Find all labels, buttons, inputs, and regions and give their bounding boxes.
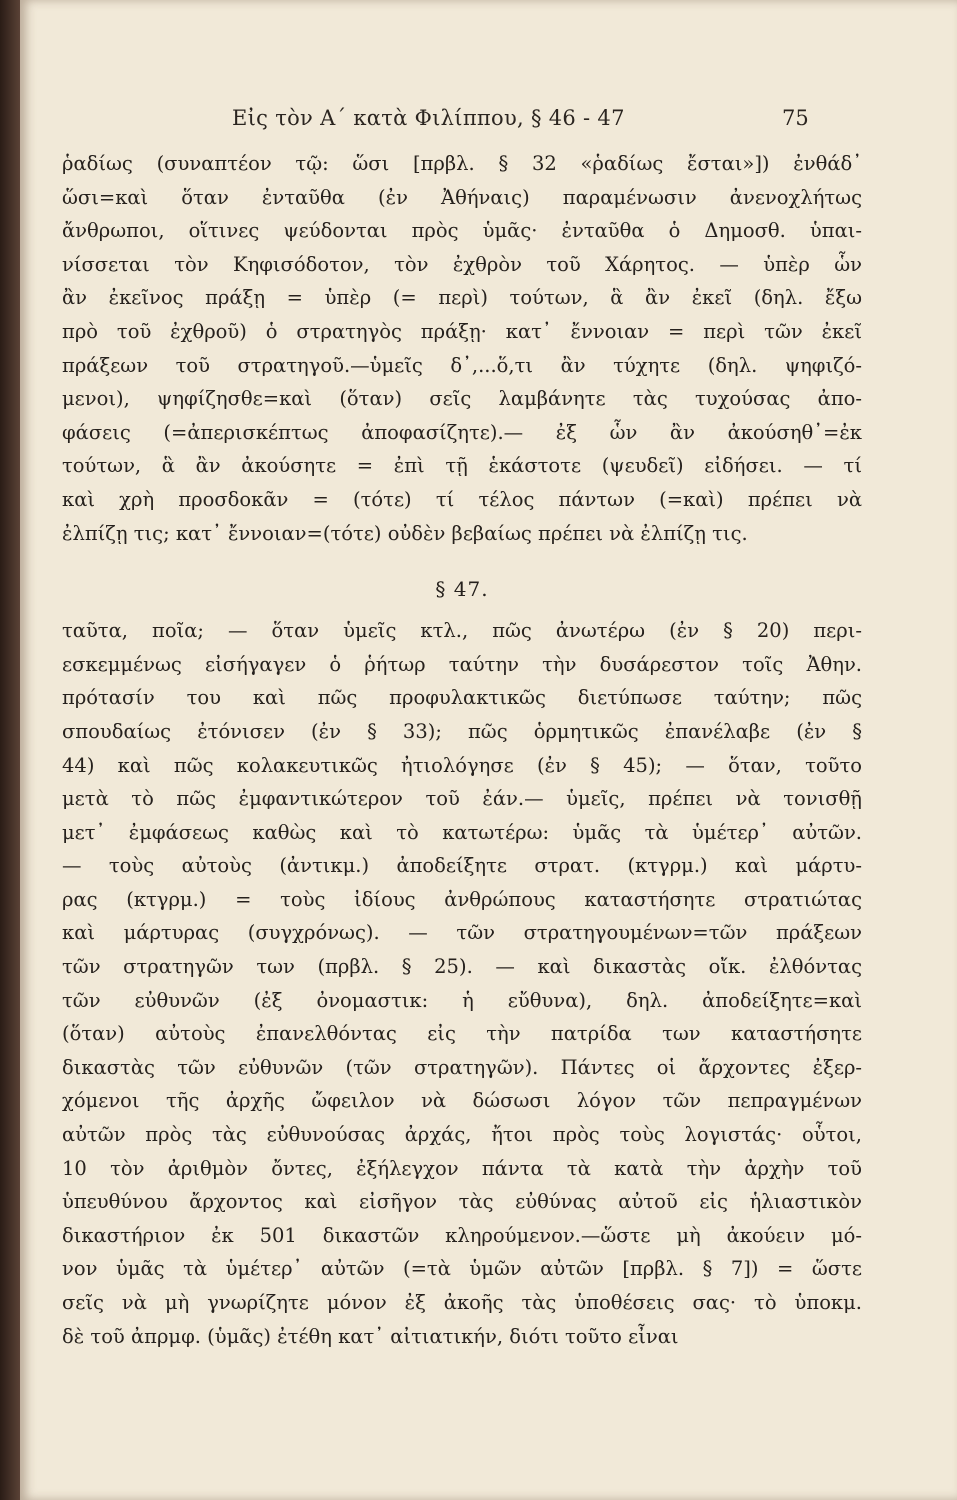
text-line: εσκεμμένως εἰσήγαγεν ὁ ῥήτωρ ταύτην τὴν δυσάρεστον τοῖς Ἀθην. [62,652,862,676]
text-line: καὶ χρὴ προσδοκᾶν = (τότε) τί τέλος πάντων (=καὶ) πρέπει νὰ [62,487,862,511]
binding-edge [0,0,20,1500]
body-text [62,147,862,1353]
text-line: — τοὺς αὐτοὺς (ἀντικμ.) ἀποδείξητε στρατ. (κτγρμ.) καὶ μάρτυ- [62,854,862,878]
paragraph-section-46 [62,147,862,550]
text-line: ῥαδίως (συναπτέον τῷ: ὥσι [πρβλ. § 32 «ῥαδίως ἔσται»]) ἐνθάδ᾽ [62,152,862,175]
text-line: δικαστήριον ἐκ 501 δικαστῶν κληρούμενον.—ὥστε μὴ ἀκούειν μό- [62,1223,862,1247]
text-line: χόμενοι τῆς ἀρχῆς ὤφειλον νὰ δώσωσι λόγον τῶν πεπραγμένων [62,1089,862,1113]
text-line: νίσσεται τὸν Κηφισόδοτον, τὸν ἐχθρὸν τοῦ Χάρητος. — ὑπὲρ ὧν [62,252,862,276]
text-line: δὲ τοῦ ἀπρμφ. (ὑμᾶς) ἐτέθη κατ᾽ αἰτιατικήν, διότι τοῦτο εἶναι [62,1324,679,1348]
page-header [0,106,957,136]
text-line: πρότασίν του καὶ πῶς προφυλακτικῶς διετύπωσε ταύτην; πῶς [62,686,862,710]
text-line: τῶν εὐθυνῶν (ἐξ ὀνομαστικ: ἡ εὔθυνα), δηλ. ἀποδείξητε=καὶ [62,988,862,1012]
running-head: Εἰς τὸν Α΄ κατὰ Φιλίππου, § 46 - 47 [232,106,625,130]
text-line: ἐλπίζῃ τις; κατ᾽ ἔννοιαν=(τότε) οὐδὲν βεβαίως πρέπει νὰ ἐλπίζῃ τις. [62,521,748,545]
text-line: μενοι), ψηφίζησθε=καὶ (ὅταν) σεῖς λαμβάνητε τὰς τυχούσας ἀπο- [62,387,862,411]
text-line: (ὅταν) αὐτοὺς ἐπανελθόντας εἰς τὴν πατρίδα των καταστήσητε [62,1022,862,1046]
text-line: ἄνθρωποι, οἵτινες ψεύδονται πρὸς ὑμᾶς· ἐνταῦθα ὁ Δημοσθ. ὑπαι- [62,219,862,243]
text-line: μετὰ τὸ πῶς ἐμφαντικώτερον τοῦ ἐάν.— ὑμεῖς, πρέπει νὰ τονισθῇ [62,787,862,811]
text-line: ταῦτα, ποῖα; — ὅταν ὑμεῖς κτλ., πῶς ἀνωτέρω (ἐν § 20) περι- [62,619,862,643]
text-line: ὑπευθύνου ἄρχοντος καὶ εἰσῆγον τὰς εὐθύνας αὐτοῦ εἰς ἡλιαστικὸν [62,1190,862,1214]
text-line: πρὸ τοῦ ἐχθροῦ) ὁ στρατηγὸς πράξῃ· κατ᾽ ἔννοιαν = περὶ τῶν ἐκεῖ [62,319,862,343]
text-line: δικαστὰς τῶν εὐθυνῶν (τῶν στρατηγῶν). Πάντες οἱ ἄρχοντες ἐξερ- [62,1055,862,1079]
text-line: ὥσι=καὶ ὅταν ἐνταῦθα (ἐν Ἀθήναις) παραμένωσιν ἀνενοχλήτως [62,185,862,209]
text-line: ἂν ἐκεῖνος πράξῃ = ὑπὲρ (= περὶ) τούτων, ἃ ἂν ἐκεῖ (δηλ. ἔξω [62,286,862,310]
text-line: 10 τὸν ἀριθμὸν ὄντες, ἐξήλεγχον πάντα τὰ κατὰ τὴν ἀρχὴν τοῦ [62,1156,862,1180]
text-line: σπουδαίως ἐτόνισεν (ἐν § 33); πῶς ὁρμητικῶς ἐπανέλαβε (ἐν § [62,719,862,743]
text-line: αὐτῶν πρὸς τὰς εὐθυνούσας ἀρχάς, ἤτοι πρὸς τοὺς λογιστάς· οὗτοι, [62,1123,862,1147]
text-line: τῶν στρατηγῶν των (πρβλ. § 25). — καὶ δικαστὰς οἴκ. ἐλθόντας [62,955,862,979]
text-line: πράξεων τοῦ στρατηγοῦ.—ὑμεῖς δ᾽,...ὅ,τι ἂν τύχητε (δηλ. ψηφιζό- [62,353,862,377]
text-line: ρας (κτγρμ.) = τοὺς ἰδίους ἀνθρώπους καταστήσητε στρατιώτας [62,887,862,911]
text-line: μετ᾽ ἐμφάσεως καθὼς καὶ τὸ κατωτέρω: ὑμᾶς τὰ ὑμέτερ᾽ αὐτῶν. [62,820,862,844]
text-line: σεῖς νὰ μὴ γνωρίζητε μόνον ἐξ ἀκοῆς τὰς ὑποθέσεις σας· τὸ ὑποκμ. [62,1291,862,1314]
section-heading: § 47. [435,577,489,602]
text-line: καὶ μάρτυρας (συγχρόνως). — τῶν στρατηγουμένων=τῶν πράξεων [62,921,862,945]
page-number: 75 [782,106,809,130]
text-line: φάσεις (=ἀπερισκέπτως ἀποφασίζητε).— ἐξ ὧν ἂν ἀκούσηθ᾽=ἐκ [62,420,862,444]
text-line: τούτων, ἃ ἂν ἀκούσητε = ἐπὶ τῇ ἑκάστοτε (ψευδεῖ) εἰδήσει. — τί [62,454,862,478]
paragraph-section-47 [62,614,862,1353]
text-line: 44) καὶ πῶς κολακευτικῶς ἠτιολόγησε (ἐν § 45); — ὅταν, τοῦτο [62,753,862,777]
text-line: νον ὑμᾶς τὰ ὑμέτερ᾽ αὐτῶν (=τὰ ὑμῶν αὐτῶν [πρβλ. § 7]) = ὥστε [62,1257,862,1281]
